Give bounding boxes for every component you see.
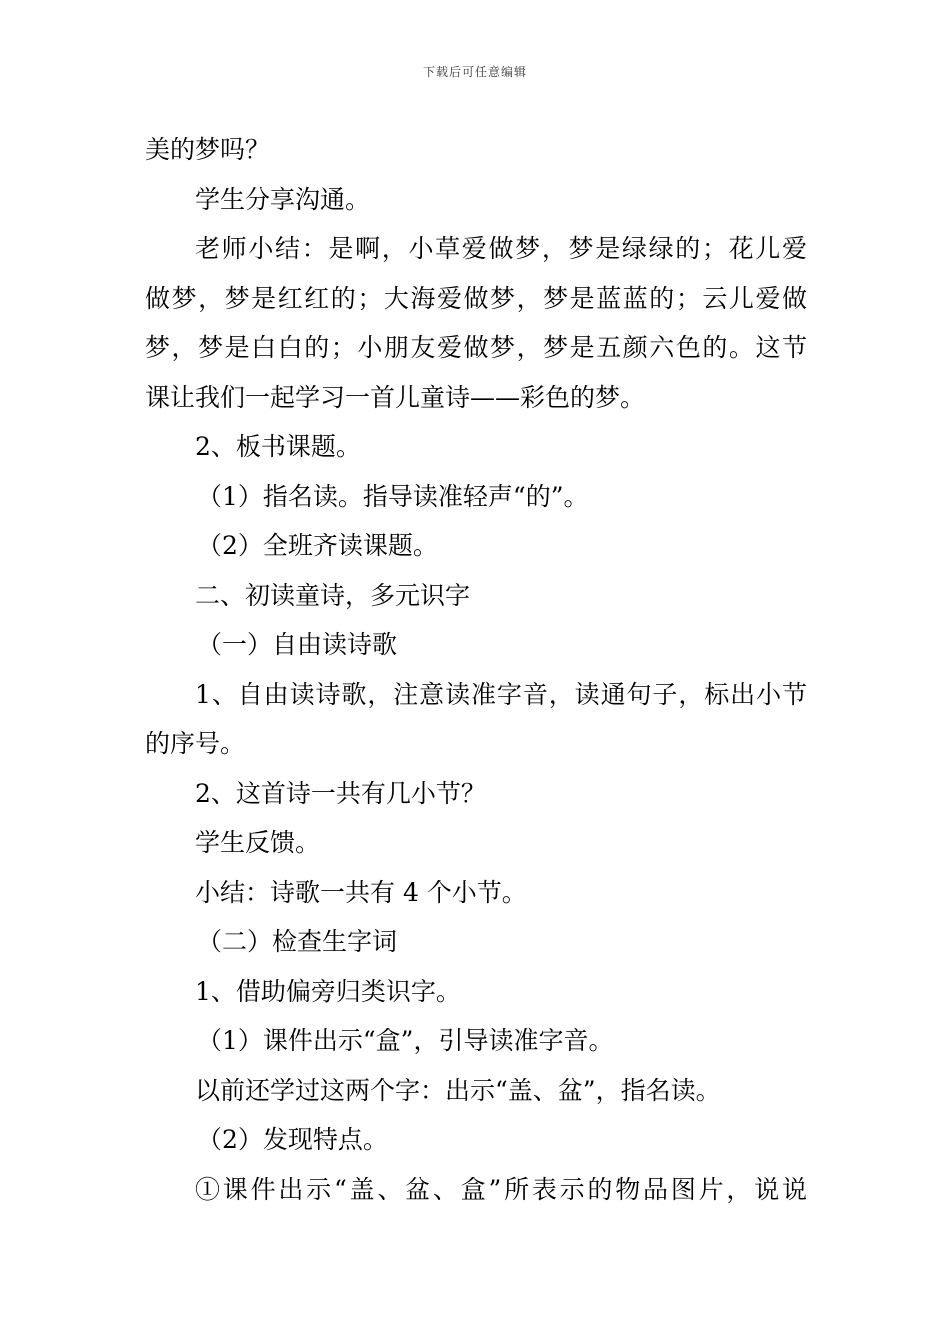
text-line: （1）课件出示“盒”，引导读准字音。 <box>197 1026 614 1055</box>
text-line: 2、这首诗一共有几小节？ <box>195 778 486 808</box>
text-line: 老师小结：是啊，小草爱做梦，梦是绿绿的；花儿爱 <box>195 234 807 263</box>
text-line: （2）发现特点。 <box>197 1125 388 1154</box>
text-line: 2、板书课题。 <box>195 432 361 461</box>
page-header: 下载后可任意编辑 <box>422 65 527 79</box>
text-line: （一）自由读诗歌 <box>197 630 398 659</box>
text-line: 梦，梦是白白的；小朋友爱做梦，梦是五颜六色的。这节 <box>145 333 807 362</box>
text-line: 做梦，梦是红红的；大海爱做梦，梦是蓝蓝的；云儿爱做 <box>145 283 807 313</box>
text-line: （二）检查生字词 <box>197 927 398 956</box>
text-line: ①课件出示“盖、盆、盒”所表示的物品图片，说说 <box>195 1174 807 1204</box>
text-line: 学生反馈。 <box>195 828 321 857</box>
text-line: （1）指名读。指导读准轻声“的”。 <box>197 481 589 511</box>
text-line: 1、借助偏旁归类识字。 <box>195 976 461 1006</box>
text-line: 课让我们一起学习一首儿童诗——彩色的梦。 <box>145 382 646 412</box>
text-line: 二、初读童诗，多元识字 <box>195 580 471 610</box>
text-line: （2）全班齐读课题。 <box>197 531 438 560</box>
document-body <box>145 125 807 1214</box>
text-line: 1、自由读诗歌，注意读准字音，读通句子，标出小节 <box>195 679 807 709</box>
text-line: 的序号。 <box>145 729 246 758</box>
text-line: 以前还学过这两个字：出示“盖、盆”，指名读。 <box>195 1075 721 1105</box>
text-line: 美的梦吗？ <box>145 135 271 164</box>
text-line: 学生分享沟通。 <box>195 184 371 214</box>
text-line: 小结：诗歌一共有 4 个小节。 <box>195 877 527 907</box>
